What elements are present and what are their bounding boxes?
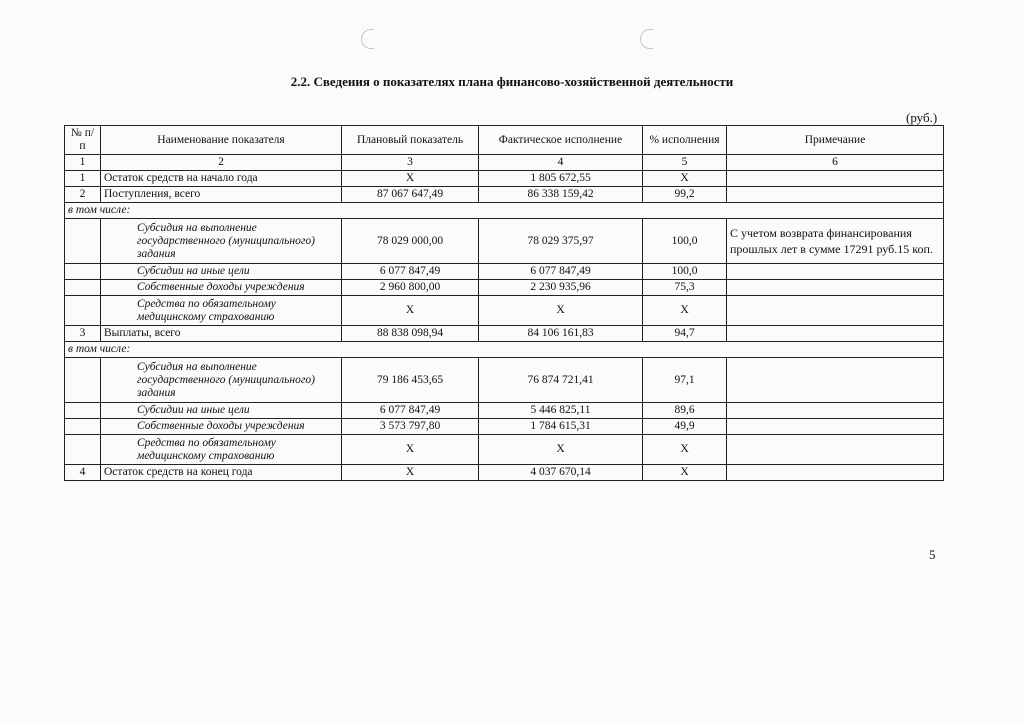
col-number: 1 [65, 155, 101, 171]
indicator-name: Субсидия на выполнение государственного (муниципального) задания [101, 219, 342, 264]
percent-value: X [643, 171, 727, 187]
fact-value: 6 077 847,49 [479, 264, 643, 280]
fact-value: 76 874 721,41 [479, 358, 643, 403]
table-row [65, 326, 944, 342]
plan-value: 79 186 453,65 [342, 358, 479, 403]
indicator-name: Средства по обязательному медицинскому страхованию [101, 296, 342, 326]
percent-value: 100,0 [643, 219, 727, 264]
header-percent: % исполнения [643, 126, 727, 155]
col-number: 4 [479, 155, 643, 171]
financial-indicators-table [64, 125, 944, 481]
punch-hole-mark [361, 29, 374, 49]
header-fact: Фактическое исполнение [479, 126, 643, 155]
row-number [65, 419, 101, 435]
indicator-name: Выплаты, всего [101, 326, 342, 342]
note [727, 435, 944, 465]
header-num: № п/п [65, 126, 101, 155]
row-number [65, 358, 101, 403]
plan-value: 88 838 098,94 [342, 326, 479, 342]
fact-value: 78 029 375,97 [479, 219, 643, 264]
fact-value: 86 338 159,42 [479, 187, 643, 203]
percent-value: 89,6 [643, 403, 727, 419]
indicator-name: Остаток средств на конец года [101, 465, 342, 481]
header-indicator-name: Наименование показателя [101, 126, 342, 155]
fact-value: 1 805 672,55 [479, 171, 643, 187]
table-row [65, 419, 944, 435]
percent-value: 75,3 [643, 280, 727, 296]
row-number [65, 296, 101, 326]
plan-value: 6 077 847,49 [342, 264, 479, 280]
section-row [65, 203, 944, 219]
fact-value: 5 446 825,11 [479, 403, 643, 419]
plan-value: X [342, 171, 479, 187]
section-label: в том числе: [65, 203, 944, 219]
percent-value: X [643, 435, 727, 465]
col-number: 5 [643, 155, 727, 171]
note [727, 419, 944, 435]
table-row [65, 219, 944, 264]
row-number [65, 264, 101, 280]
plan-value: 2 960 800,00 [342, 280, 479, 296]
note [727, 403, 944, 419]
table-row [65, 403, 944, 419]
fact-value: 2 230 935,96 [479, 280, 643, 296]
row-number: 3 [65, 326, 101, 342]
note [727, 280, 944, 296]
header-plan: Плановый показатель [342, 126, 479, 155]
col-number: 2 [101, 155, 342, 171]
percent-value: 97,1 [643, 358, 727, 403]
note [727, 296, 944, 326]
plan-value: 87 067 647,49 [342, 187, 479, 203]
page-number: 5 [929, 547, 936, 562]
note [727, 358, 944, 403]
page-title: 2.2. Сведения о показателях плана финансово-хозяйственной деятельности [290, 74, 734, 89]
note [727, 171, 944, 187]
table-row [65, 358, 944, 403]
row-number: 2 [65, 187, 101, 203]
indicator-name: Средства по обязательному медицинскому страхованию [101, 435, 342, 465]
indicator-name: Собственные доходы учреждения [101, 280, 342, 296]
table-row [65, 187, 944, 203]
plan-value: X [342, 465, 479, 481]
plan-value: 78 029 000,00 [342, 219, 479, 264]
table-header-row [65, 126, 944, 155]
fact-value: X [479, 435, 643, 465]
fact-value: X [479, 296, 643, 326]
row-number: 4 [65, 465, 101, 481]
percent-value: X [643, 465, 727, 481]
note [727, 264, 944, 280]
table-row [65, 465, 944, 481]
indicator-name: Собственные доходы учреждения [101, 419, 342, 435]
currency-unit: (руб.) [906, 110, 938, 125]
percent-value: 100,0 [643, 264, 727, 280]
fact-value: 4 037 670,14 [479, 465, 643, 481]
percent-value: 94,7 [643, 326, 727, 342]
indicator-name: Субсидия на выполнение государственного (муниципального) задания [101, 358, 342, 403]
row-number [65, 219, 101, 264]
note [727, 326, 944, 342]
fact-value: 84 106 161,83 [479, 326, 643, 342]
col-number: 3 [342, 155, 479, 171]
table-row [65, 171, 944, 187]
plan-value: 6 077 847,49 [342, 403, 479, 419]
plan-value: X [342, 435, 479, 465]
note [727, 465, 944, 481]
row-number [65, 403, 101, 419]
percent-value: 49,9 [643, 419, 727, 435]
fact-value: 1 784 615,31 [479, 419, 643, 435]
indicator-name: Субсидии на иные цели [101, 264, 342, 280]
note: С учетом возврата финансирования прошлых лет в сумме 17291 руб.15 коп. [727, 219, 944, 264]
plan-value: X [342, 296, 479, 326]
table-row [65, 296, 944, 326]
plan-value: 3 573 797,80 [342, 419, 479, 435]
table-row [65, 264, 944, 280]
percent-value: 99,2 [643, 187, 727, 203]
row-number: 1 [65, 171, 101, 187]
indicator-name: Остаток средств на начало года [101, 171, 342, 187]
indicator-name: Поступления, всего [101, 187, 342, 203]
table-row [65, 435, 944, 465]
column-number-row [65, 155, 944, 171]
section-row [65, 342, 944, 358]
punch-hole-mark [640, 29, 653, 49]
row-number [65, 435, 101, 465]
col-number: 6 [727, 155, 944, 171]
indicator-name: Субсидии на иные цели [101, 403, 342, 419]
row-number [65, 280, 101, 296]
percent-value: X [643, 296, 727, 326]
note [727, 187, 944, 203]
section-label: в том числе: [65, 342, 944, 358]
table-row [65, 280, 944, 296]
header-note: Примечание [727, 126, 944, 155]
